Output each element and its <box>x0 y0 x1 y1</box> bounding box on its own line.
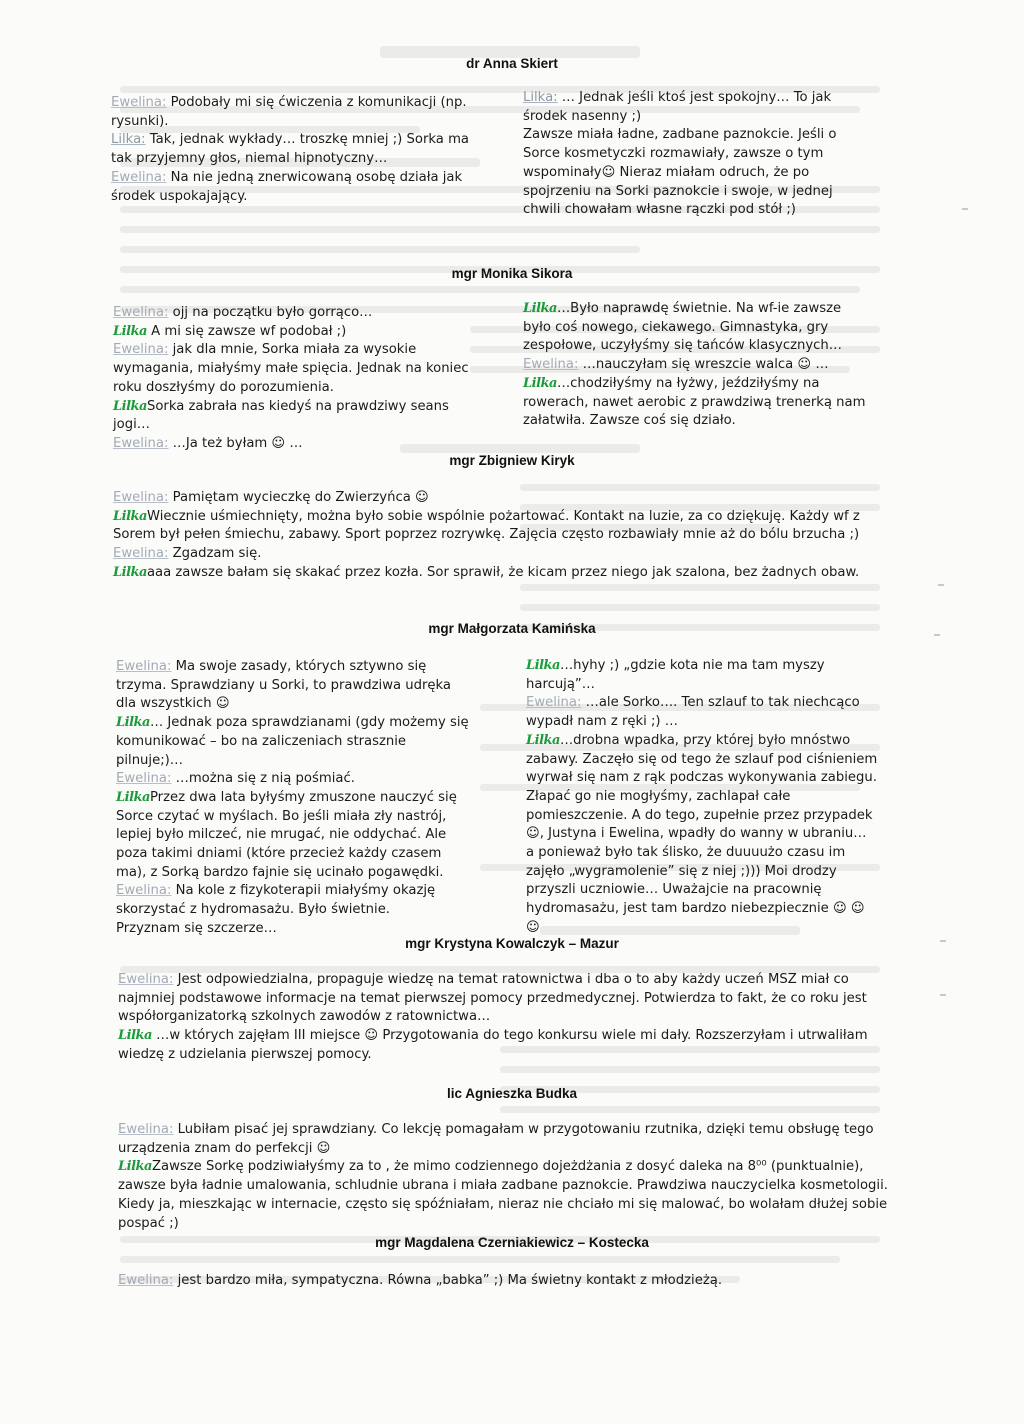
line-text: Tak, jednak wykłady… troszkę mniej ;) Sorka ma tak przyjemny głos, niemal hipnotyczny… <box>111 132 469 167</box>
handwritten-speaker: Lilka <box>113 323 147 339</box>
line-text: Podobały mi się ćwiczenia z komunikacji (np. rysunki). <box>111 95 467 129</box>
handwritten-speaker: Lilka <box>526 732 560 748</box>
speaker-label: Ewelina: <box>113 342 169 358</box>
teacher-heading: mgr Małgorzata Kamińska <box>428 621 596 636</box>
speaker-label: Ewelina: <box>116 771 172 787</box>
teacher-heading: mgr Zbigniew Kiryk <box>449 453 575 468</box>
speaker-label: Lilka: <box>523 90 558 105</box>
dialogue-line <box>116 658 474 714</box>
handwritten-speaker: Lilka <box>523 301 557 316</box>
dialogue-line <box>526 657 878 694</box>
line-text: Przyznam się szczerze… <box>116 920 277 936</box>
right-column <box>523 89 873 220</box>
line-text: jak dla mnie, Sorka miała za wysokie wymagania, miałyśmy małe spięcia. Jednak na koniec roku doszłyśmy do porozumienia. <box>113 342 469 395</box>
dialogue-line <box>113 323 473 342</box>
speaker-label: Ewelina: <box>118 1122 174 1137</box>
dialogue-line <box>113 508 888 545</box>
dialogue-line <box>113 545 888 564</box>
handwritten-speaker: Lilka <box>113 564 147 580</box>
dialogue-line <box>523 356 873 375</box>
dialogue-line <box>111 131 471 168</box>
line-text: …ale Sorko…. Ten szlauf to tak niechcąco wypadł nam z ręki ;) … <box>526 695 860 730</box>
line-text: …Było naprawdę świetnie. Na wf-ie zawsze było coś nowego, ciekawego. Gimnastyka, gry zespołowe, uczyłyśmy się tańców klasycznych… <box>523 301 842 354</box>
line-text: aaa zawsze bałam się skakać przez kozła. Sor sprawił, że kicam przez niego jak szalona, bez żadnych obaw. <box>146 564 860 580</box>
speaker-label: Ewelina: <box>113 546 169 562</box>
dialogue-line <box>523 375 873 431</box>
dialogue-line <box>113 435 473 454</box>
dialogue-line <box>116 789 474 883</box>
right-column <box>523 300 873 431</box>
speaker-label: Ewelina: <box>116 883 172 899</box>
right-column <box>526 657 878 938</box>
handwritten-speaker: Lilka <box>116 715 150 731</box>
line-text: … Jednak jeśli ktoś jest spokojny… To jak środek nasenny ;) <box>523 90 832 124</box>
line-text: Wiecznie uśmiechnięty, można było sobie wspólnie pożartować. Kontakt na luzie, za co dziękuję. Każdy wf z Sorem był pełen śmiechu, zabawy. Sport poprzez rozrywkę. Zajęcia często rozbawiały mnie aż do bólu brzucha ;) <box>113 508 860 543</box>
scan-speck <box>940 994 946 996</box>
dialogue-line <box>118 1027 888 1064</box>
handwritten-speaker: Lilka <box>526 658 560 673</box>
line-text: ojj na początku było gorrąco… <box>168 305 373 320</box>
dialogue-line <box>113 564 888 583</box>
line-text: …chodziłyśmy na łyżwy, jeździłyśmy na rowerach, nawet aerobic z prawdziwą trenerką nam załatwiła. Zawsze coś się działo. <box>523 375 866 429</box>
dialogue-line <box>118 1272 888 1291</box>
line-text: … Jednak poza sprawdzianami (gdy możemy się komunikować – bo na zaliczeniach strasznie pilnuje;)… <box>116 715 469 768</box>
teacher-heading: mgr Magdalena Czerniakiewicz – Kostecka <box>375 1235 649 1250</box>
line-text: A mi się zawsze wf podobał ;) <box>146 323 347 339</box>
line-text: Pamiętam wycieczkę do Zwierzyńca ☺ <box>168 490 429 505</box>
left-column <box>116 658 474 939</box>
left-column <box>111 94 471 206</box>
line-text: …Ja też byłam ☺ … <box>168 435 303 451</box>
line-text: …w których zajęłam III miejsce ☺ Przygotowania do tego konkursu wiele mi dały. Rozszerzyłam i utrwaliłam wiedzę z udzielania pierwszej pomocy. <box>118 1028 868 1062</box>
dialogue-line <box>118 971 888 1027</box>
dialogue-line <box>523 89 873 126</box>
full-width-block <box>118 1272 888 1291</box>
line-text: …nauczyłam się wreszcie walca ☺ … <box>578 357 829 373</box>
line-text: Ma swoje zasady, których sztywno się trzyma. Sprawdziany u Sorki, to prawdziwa udręka dla wszystkich ☺ <box>116 659 452 712</box>
line-text: jest bardzo miła, sympatyczna. Równa „babka” ;) Ma świetny kontakt z młodzieżą. <box>173 1273 723 1288</box>
speaker-label: Lilka: <box>111 132 146 148</box>
teacher-heading: mgr Monika Sikora <box>451 266 573 281</box>
handwritten-speaker: Lilka <box>118 1159 152 1175</box>
line-text: Na nie jedną znerwicowaną osobę działa jak środek uspokajający. <box>111 169 463 204</box>
line-text: Zgadzam się. <box>168 546 262 562</box>
handwritten-speaker: Lilka <box>113 508 147 524</box>
dialogue-line <box>526 694 878 731</box>
handwritten-speaker: Lilka <box>523 375 557 391</box>
line-text: …hyhy ;) „gdzie kota nie ma tam myszy harcują”… <box>526 658 825 692</box>
line-text: Lubiłam pisać jej sprawdziany. Co lekcję pomagałam w przygotowaniu rzutnika, dzięki temu obsługę tego urządzenia znam do perfekcji ☺ <box>118 1122 874 1156</box>
full-width-block <box>118 971 888 1065</box>
speaker-label: Ewelina: <box>111 169 167 185</box>
full-width-block <box>118 1121 888 1233</box>
speaker-label: Ewelina: <box>118 1273 174 1288</box>
line-text: Zawsze Sorkę podziwiałyśmy za to , że mimo codziennego dojeżdżania z dosyć daleka na 8⁰⁰ (punktualnie), zawsze była ładnie umalowania, schludnie ubrana i miała zadbane paznokcie. Prawdziwa nauczycielka kosmetologii. Kiedy ja, mieszkając w internacie, często się spóźniałam, nieraz nie chciało mi się malować, bo wolałam dłużej sobie pospać ;) <box>118 1159 888 1231</box>
full-width-block <box>113 489 888 583</box>
dialogue-line <box>116 770 474 789</box>
dialogue-line <box>526 732 878 938</box>
line-text: Sorka zabrała nas kiedyś na prawdziwy seans jogi… <box>113 398 449 433</box>
line-text: Zawsze miała ładne, zadbane paznokcie. Jeśli o Sorce kosmetyczki rozmawiały, zawsze o tym wspominały☺ Nieraz miałam odruch, że po spojrzeniu na Sorki paznokcie i swoje, w jednej chwili chowałam własne rączki pod stół ;) <box>523 127 837 218</box>
speaker-label: Ewelina: <box>116 659 172 674</box>
dialogue-line <box>111 94 471 131</box>
speaker-label: Ewelina: <box>111 95 167 110</box>
dialogue-line <box>113 489 888 508</box>
dialogue-line <box>116 882 474 919</box>
handwritten-speaker: Lilka <box>116 789 150 805</box>
dialogue-line <box>116 714 474 770</box>
speaker-label: Ewelina: <box>113 435 169 451</box>
teacher-heading: mgr Krystyna Kowalczyk – Mazur <box>405 936 619 951</box>
speaker-label: Ewelina: <box>523 357 579 373</box>
line-text: Jest odpowiedzialna, propaguje wiedzę na temat ratownictwa i dba o to aby każdy uczeń MSZ miał co najmniej podstawowe informacje na temat pierwszej pomocy przedmedycznej. Potwierdza to fakt, że co roku jest współorganizatorką szkolnych zawodów z ratownictwa… <box>118 972 867 1025</box>
speaker-label: Ewelina: <box>113 305 169 320</box>
handwritten-speaker: Lilka <box>113 398 147 414</box>
line-text: …można się z nią pośmiać. <box>171 771 355 787</box>
dialogue-line <box>523 126 873 220</box>
teacher-heading: dr Anna Skiert <box>466 56 558 71</box>
line-text: Na kole z fizykoterapii miałyśmy okazję skorzystać z hydromasażu. Było świetnie. <box>116 883 436 918</box>
handwritten-speaker: Lilka <box>118 1028 152 1044</box>
line-text: …drobna wpadka, przy której było mnóstwo zabawy. Zaczęło się od tego że szlauf pod ciśnieniem wyrwał się nam z rąk podczas wykonywania zabiegu. Złapać go nie mogłyśmy, zachlapał całe pomieszczenie. A do tego, zupełnie przez przypadek☺, Justyna i Ewelina, wpadły do wanny w ubraniu… a ponieważ było tak ślisko, że duuuużo czasu im zajęło „wygramolenie” się z niej ;))) Moi drodzy przyszli uczniowie… Uważajcie na pracownię hydromasażu, jest tam bardzo niebezpiecznie ☺ ☺ ☺ <box>526 732 878 935</box>
left-column <box>113 304 473 454</box>
teacher-heading: lic Agnieszka Budka <box>446 1086 578 1101</box>
scan-speck <box>938 584 944 586</box>
scan-speck <box>962 208 968 210</box>
dialogue-line <box>113 398 473 435</box>
dialogue-line <box>113 341 473 397</box>
dialogue-line <box>118 1121 888 1158</box>
dialogue-line <box>523 300 873 356</box>
dialogue-line <box>113 304 473 323</box>
line-text: Przez dwa lata byłyśmy zmuszone nauczyć się Sorce czytać w myślach. Bo jeśli miała zły nastrój, lepiej było milczeć, nie mrugać, nie oddychać. Ale poza takimi dniami (które przecież każdy czasem ma), z Sorką bardzo fajnie się ucinało pogawędki. <box>116 789 457 880</box>
speaker-label: Ewelina: <box>113 490 169 505</box>
dialogue-line <box>118 1158 888 1233</box>
speaker-label: Ewelina: <box>118 972 174 987</box>
dialogue-line <box>111 169 471 206</box>
speaker-label: Ewelina: <box>526 695 582 711</box>
